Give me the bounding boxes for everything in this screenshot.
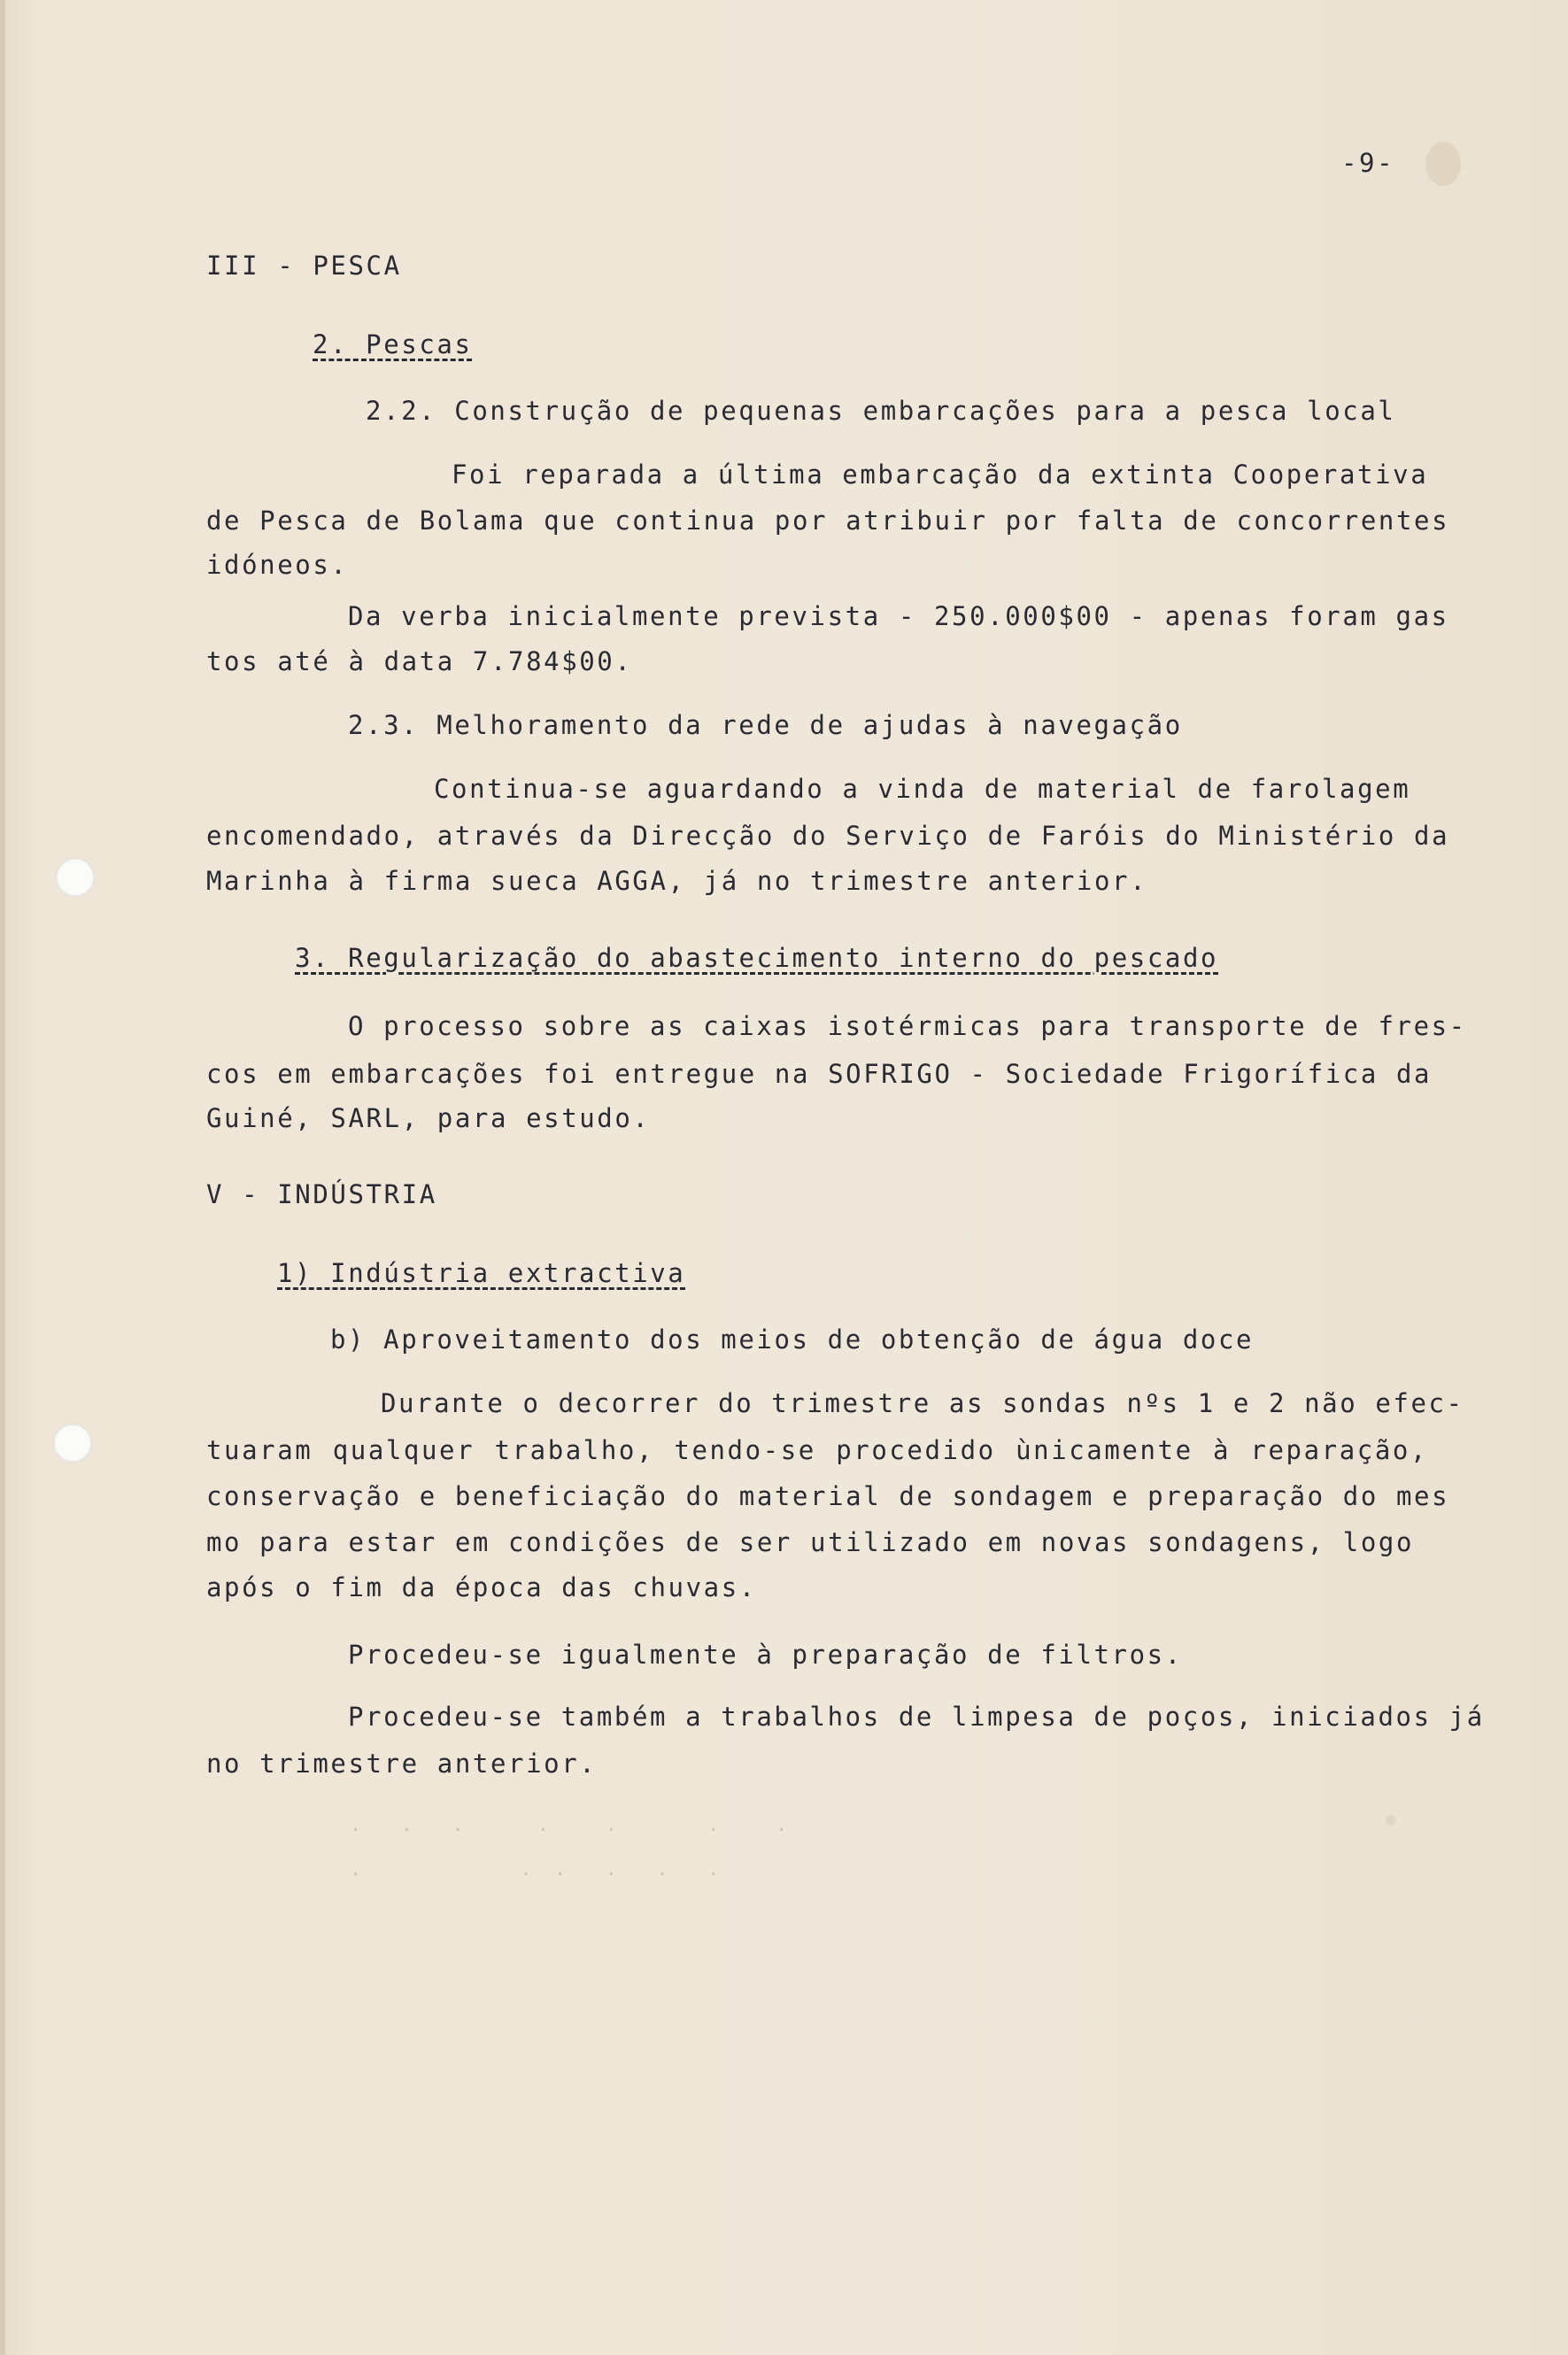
page-number: -9- — [1341, 148, 1395, 178]
punch-hole-top — [56, 858, 95, 897]
paragraph-line: mo para estar em condições de ser utilizado em novas sondagens, logo — [206, 1527, 1415, 1557]
paragraph-line: idóneos. — [206, 550, 349, 580]
paragraph-line: Durante o decorrer do trimestre as sondas nºs 1 e 2 não efec- — [381, 1388, 1464, 1418]
paragraph-line: O processo sobre as caixas isotérmicas para transporte de fres- — [348, 1011, 1467, 1041]
paper-edge — [0, 0, 5, 2355]
section-heading-pesca: III - PESCA — [206, 251, 402, 281]
paragraph-line: Continua-se aguardando a vinda de material de farolagem — [434, 774, 1411, 804]
paragraph-line: tuaram qualquer trabalho, tendo-se procedido ùnicamente à reparação, — [206, 1435, 1428, 1465]
paragraph-line: Foi reparada a última embarcação da extinta Cooperativa — [452, 459, 1429, 490]
subheading-2-3: 2.3. Melhoramento da rede de ajudas à navegação — [348, 710, 1183, 740]
punch-hole-bottom — [53, 1424, 92, 1463]
subheading-3-text: 3. Regularização do abastecimento interno do pescado — [295, 943, 1219, 973]
paragraph-line: no trimestre anterior. — [206, 1749, 598, 1779]
paragraph-line: de Pesca de Bolama que continua por atribuir por falta de concorrentes — [206, 506, 1450, 536]
paper-stain — [1425, 142, 1461, 186]
paragraph-line: Da verba inicialmente prevista - 250.000$00 - apenas foram gas — [348, 601, 1449, 631]
subheading-pescas: 2. Pescas — [313, 329, 473, 359]
paper-spot — [1386, 1815, 1396, 1826]
paragraph-line: tos até à data 7.784$00. — [206, 646, 633, 676]
section-heading-industria: V - INDÚSTRIA — [206, 1179, 437, 1209]
subheading-3 — [295, 942, 1218, 974]
paragraph-line: encomendado, através da Direcção do Serviço de Faróis do Ministério da — [206, 821, 1450, 851]
subheading-industria-extractiva: 1) Indústria extractiva — [277, 1258, 686, 1288]
paragraph-line: Guiné, SARL, para estudo. — [206, 1103, 651, 1133]
paragraph-line: cos em embarcações foi entregue na SOFRIGO - Sociedade Frigorífica da — [206, 1059, 1433, 1089]
show-through-marks: · · · · · · · — [350, 1819, 793, 1842]
paragraph-line: Procedeu-se também a trabalhos de limpesa de poços, iniciados já — [348, 1702, 1485, 1732]
paragraph-line: Procedeu-se igualmente à preparação de filtros. — [348, 1640, 1183, 1670]
paragraph-line: conservação e beneficiação do material de sondagem e preparação do mes — [206, 1481, 1450, 1511]
subheading-2-2: 2.2. Construção de pequenas embarcações para a pesca local — [366, 396, 1396, 426]
paragraph-line: após o fim da época das chuvas. — [206, 1572, 757, 1602]
paragraph-line: Marinha à firma sueca AGGA, já no trimestre anterior. — [206, 866, 1148, 896]
subheading-b: b) Aproveitamento dos meios de obtenção de água doce — [330, 1324, 1255, 1355]
show-through-marks: · · · · · · — [350, 1864, 725, 1886]
